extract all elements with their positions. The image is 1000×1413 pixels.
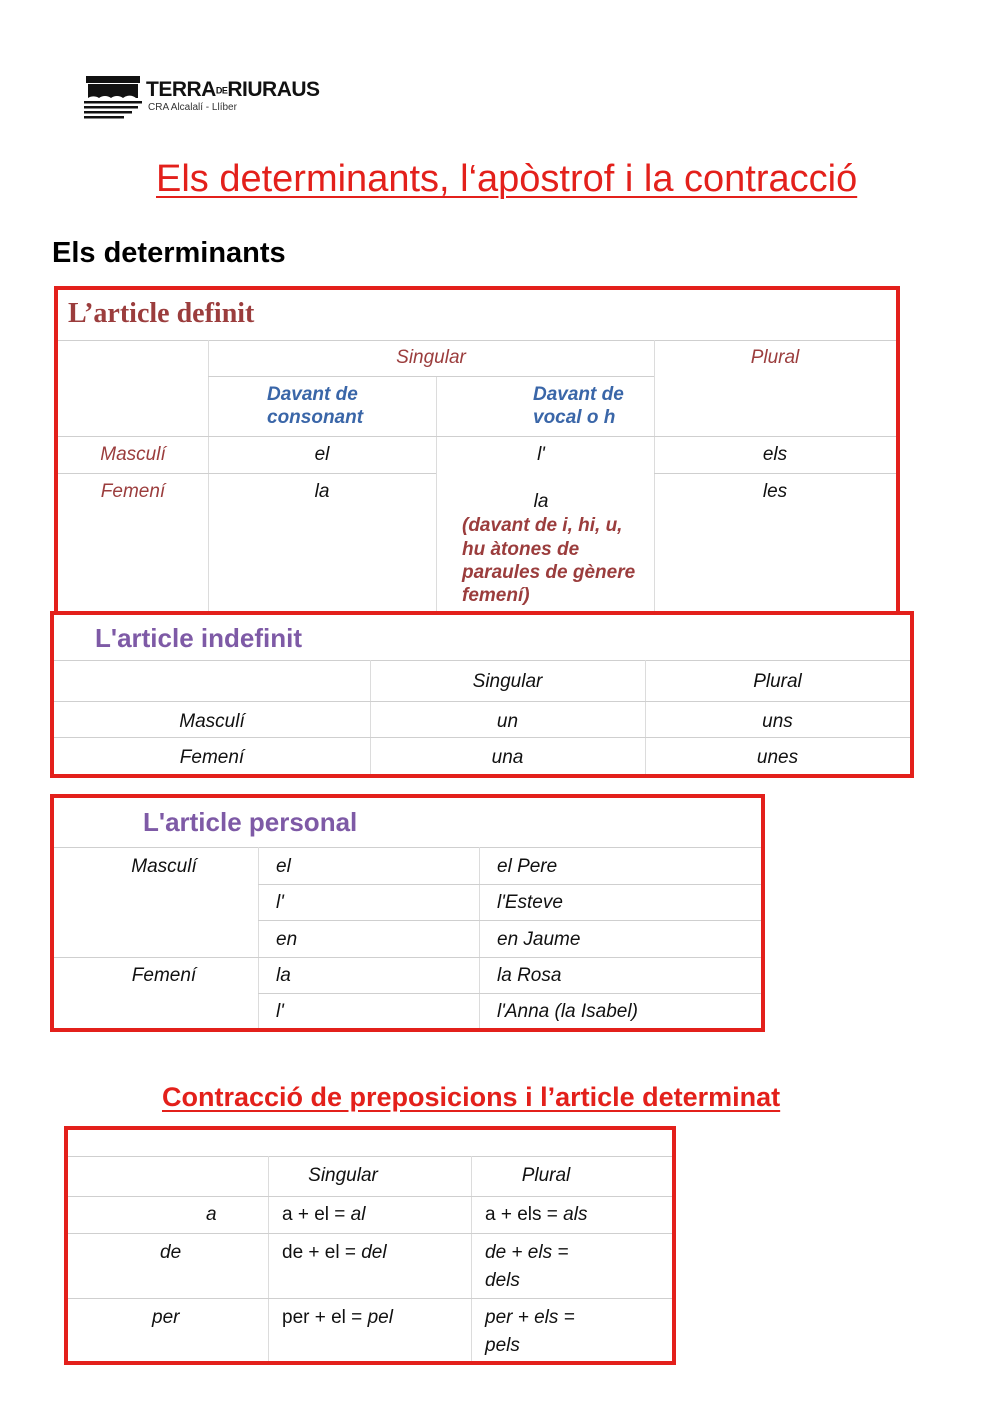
definite-sub-vowel-line2: vocal o h [533, 407, 616, 428]
indefinite-fem-singular: una [491, 747, 524, 768]
definite-note-line: femení) [462, 585, 530, 606]
definite-row-label: Femení [100, 481, 166, 502]
contraction-plural-line1: de + els = [485, 1242, 569, 1263]
indefinite-article-table [50, 611, 914, 778]
contraction-prep: de [160, 1242, 182, 1263]
personal-row-label: Masculí [131, 856, 197, 877]
definite-fem-vowel: la [533, 491, 549, 512]
definite-fem-plural: les [762, 481, 788, 502]
personal-article: la [276, 965, 291, 986]
definite-sub-vowel-line1: Davant de [533, 384, 624, 405]
contraction-prep: per [152, 1307, 180, 1328]
section-heading: Els determinants [52, 237, 286, 269]
contraction-head-singular: Singular [308, 1165, 378, 1186]
indefinite-fem-plural: unes [756, 747, 799, 768]
document-title: Els determinants, l‘apòstrof i la contracció [156, 158, 858, 200]
contraction-prep: a [206, 1204, 217, 1225]
definite-masc-plural: els [762, 444, 788, 465]
logo-subtitle: CRA Alcalalí - Llíber [148, 102, 237, 113]
definite-note-line: (davant de i, hi, u, [462, 515, 623, 536]
contraction-plural-line2: dels [485, 1270, 520, 1291]
personal-example: la Rosa [497, 965, 562, 986]
contraction-heading: Contracció de preposicions i l’article determinat [162, 1082, 781, 1112]
definite-note-line: hu àtones de [462, 539, 580, 560]
definite-masc-consonant: el [314, 444, 330, 465]
personal-article: en [276, 929, 298, 950]
definite-sub-consonant-line2: consonant [267, 407, 364, 428]
contraction-plural: a + els = als [485, 1204, 588, 1225]
indefinite-head-singular: Singular [472, 671, 543, 692]
contraction-table [64, 1126, 676, 1365]
definite-fem-consonant: la [314, 481, 330, 502]
definite-note-line: paraules de gènere [462, 562, 636, 583]
indefinite-masc-plural: uns [762, 711, 793, 732]
definite-masc-vowel: l' [537, 444, 545, 465]
personal-article: el [276, 856, 291, 877]
contraction-singular: de + el = del [282, 1242, 387, 1263]
school-logo [84, 74, 324, 122]
definite-article-table [54, 286, 900, 616]
indefinite-row-label: Masculí [179, 711, 245, 732]
personal-example: l'Esteve [497, 892, 563, 913]
personal-example: l'Anna (la Isabel) [497, 1001, 638, 1022]
indefinite-masc-singular: un [496, 711, 519, 732]
contraction-plural-line2: pels [485, 1335, 520, 1356]
contraction-singular: per + el = pel [282, 1307, 393, 1328]
definite-head-plural: Plural [750, 347, 800, 368]
logo-name: TERRADERIURAUS [146, 78, 320, 101]
contraction-singular: a + el = al [282, 1204, 366, 1225]
indefinite-row-label: Femení [179, 747, 245, 768]
personal-example: en Jaume [497, 929, 581, 950]
personal-example: el Pere [497, 856, 558, 877]
personal-article-title: L'article personal [143, 807, 358, 837]
definite-article-title: L’article definit [68, 298, 255, 329]
personal-article: l' [276, 892, 284, 913]
definite-row-label: Masculí [100, 444, 166, 465]
personal-row-label: Femení [131, 965, 197, 986]
bridge-logo-icon [84, 74, 142, 120]
definite-head-singular: Singular [396, 347, 466, 368]
contraction-head-plural: Plural [521, 1165, 571, 1186]
indefinite-head-plural: Plural [753, 671, 802, 692]
definite-sub-consonant-line1: Davant de [267, 384, 358, 405]
indefinite-article-title: L'article indefinit [95, 623, 302, 653]
contraction-plural-line1: per + els = [485, 1307, 575, 1328]
personal-article-table [50, 794, 765, 1032]
personal-article: l' [276, 1001, 284, 1022]
